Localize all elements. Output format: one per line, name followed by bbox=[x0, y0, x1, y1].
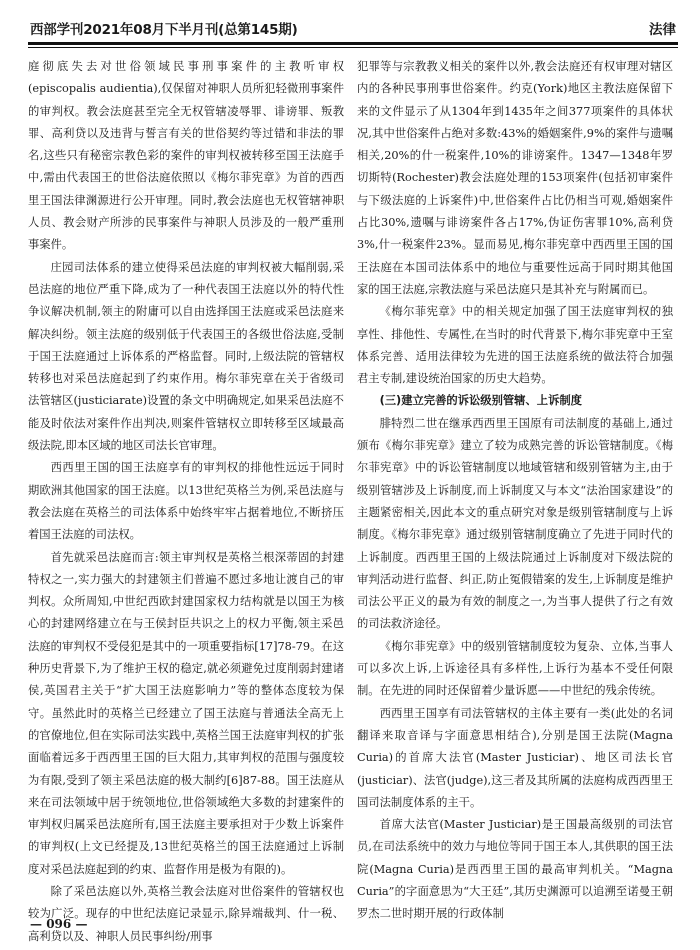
header-rule-thick bbox=[28, 42, 678, 45]
footer-dash-left: — bbox=[30, 917, 42, 931]
paragraph: 首先就采邑法庭而言:领主审判权是英格兰根深蒂固的封建特权之一,实力强大的封建领主们普遍不愿过多地让渡自己的审判权。众所周知,中世纪西欧封建国家权力结构就是以国王为核心的封建网络建立在与王侯封臣共识之上的权力平衡,领主采邑法庭的审判权不受侵犯是其中的一项重要指标[17]78-79。在这种历史背景下,为了维护王权的稳定,就必须避免过度削弱封建诸侯,英国君主关于“扩大国王法庭影响力”等的整体态度较为保守。虽然此时的英格兰已经建立了国王法庭与普通法全高无上的官僚地位,但在实际司法实践中,英格兰国王法庭审判权的扩张面临着远多于西西里王国的巨大阻力,其审判权的范围与强度较为有限,受到了领主采邑法庭的极大制约[6]87-88。国王法庭从来在司法领域中居于统领地位,世俗领域绝大多数的封建案件的审判权归属采邑法庭所有,国王法庭主要承担对于少数上诉案件的审判权(上文已经提及,13世纪英格兰的国王法庭通过上诉制度对采邑法庭起到的约束、监督作用是极为有限的)。 bbox=[28, 550, 344, 876]
paragraph: 《梅尔菲宪章》中的级别管辖制度较为复杂、立体,当事人可以多次上诉,上诉途径具有多样性,上诉行为基本不受任何限制。在先进的同时还保留着少量诉愿——中世纪的残余传统。 bbox=[357, 639, 673, 698]
footer-dash-right: — bbox=[75, 917, 88, 931]
header-rule-thin bbox=[28, 47, 678, 48]
paragraph: 庄园司法体系的建立使得采邑法庭的审判权被大幅削弱,采邑法庭的地位严重下降,成为了一种代表国王法庭以外的特代性争议解决机制,领主的附庸可以自由选择国王法庭或采邑法庭来解决纠纷。领主法庭的级别低于代表国王的各级世俗法庭,受制于国王法庭通过上诉体系的严格监督。同时,上级法院的管辖权转移也对采邑法庭起到了约束作用。梅尔菲宪章在关于省级司法管辖区(justiciarate)设置的条文中明确规定,如果采邑法庭不能及时依法对案件作出判决,则案件管辖权立即转移至区域最高级法院,即本区域的地区司法长官审理。 bbox=[28, 260, 344, 453]
section-heading: (三)建立完善的诉讼级别管辖、上诉制度 bbox=[379, 394, 582, 408]
paragraph: 西西里王国的国王法庭享有的审判权的排他性远远于同时期欧洲其他国家的国王法庭。以13世纪英格兰为例,采邑法庭与教会法庭在英格兰的司法体系中始终牢牢占据着地位,不断挤压着国王法庭的司法权。 bbox=[28, 461, 344, 542]
right-column bbox=[357, 56, 673, 921]
paragraph: 庭彻底失去对世俗领域民事刑事案件的主教听审权(episcopalis audientia),仅保留对神职人员所犯轻微刑事案件的审判权。教会法庭甚至完全无权管辖凌辱罪、诽谤罪、叛教罪、高利贷以及违背与誓言有关的世俗契约等过错和非法的罪名,这些只有秘密宗教色彩的案件的审判权被转移至国王法庭手中,需由代表国王的世俗法庭依照以《梅尔菲宪章》为首的西西里王国法律渊源进行公开审理。同时,教会法庭也无权管辖神职人员、教会财产所涉的民事案件与神职人员涉及的一般严重刑事案件。 bbox=[28, 60, 344, 252]
page-footer bbox=[30, 917, 87, 931]
journal-issue-title: 西部学刊2021年08月下半月刊(总第145期) bbox=[30, 22, 298, 38]
running-header bbox=[28, 14, 678, 40]
paragraph: 腓特烈二世在继承西西里王国原有司法制度的基础上,通过颁布《梅尔菲宪章》建立了较为成熟完善的诉讼管辖制度。《梅尔菲宪章》中的诉讼管辖制度以地域管辖和级别管辖为主,由于级别管辖涉及上诉制度,而上诉制度又与本文“法治国家建设”的主题紧密相关,因此本文的重点研究对象是级别管辖制度与上诉制度。《梅尔菲宪章》通过级别管辖制度确立了先进于同时代的上诉制度。西西里王国的上级法院通过上诉制度对下级法院的审判活动进行监督、纠正,防止冤假错案的发生,上诉制度是维护司法公平正义的最为有效的制度之一,为当事人提供了行之有效的司法救济途径。 bbox=[357, 416, 673, 631]
paragraph: 犯罪等与宗教教义相关的案件以外,教会法庭还有权审理对辖区内的各种民事刑事世俗案件。约克(York)地区主教法庭保留下来的文件显示了从1304年到1435年之间377项案件的具体状况,其中世俗案件占绝对多数:43%的婚姻案件,9%的案件与遗嘱相关,20%的什一税案件,10%的诽谤案件。1347—1348年罗切斯特(Rochester)教会法庭处理的153项案件(包括初审案件与下级法庭的上诉案件)中,世俗案件占比仍相当可观,婚姻案件占比30%,遗嘱与诽谤案件各占17%,伪证伤害罪10%,高利贷3%,什一税案件23%。显而易见,梅尔菲宪章中西西里王国的国王法庭在本国司法体系中的地位与重要性远高于同时期其他国家的国王法庭,宗教法庭与采邑法庭只是其补充与附属而已。 bbox=[357, 60, 673, 296]
paragraph: 除了采邑法庭以外,英格兰教会法庭对世俗案件的管辖权也较为广泛。现存的中世纪法庭记录显示,除异端裁判、什一税、高利贷以及、神职人员民事纠纷/刑事 bbox=[28, 884, 344, 943]
page-number: 096 bbox=[46, 917, 72, 931]
paragraph: 首席大法官(Master Justiciar)是王国最高级别的司法官员,在司法系统中的效力与地位等同于国王本人,其供职的国王法院(Magna Curia)是西西里王国的最高审判机关。“Magna Curia”的字面意思为“大王廷”,其历史渊源可以追溯至诺曼王朝罗杰二世时期开展的行政体制 bbox=[357, 818, 673, 921]
paragraph: 《梅尔菲宪章》中的相关规定加强了国王法庭审判权的独享性、排他性、专属性,在当时的时代背景下,梅尔菲宪章中王室体系完善、适用法律较为先进的国王法庭系统的做法符合加强君主专制,建设统治国家的历史大趋势。 bbox=[357, 305, 673, 386]
section-label: 法律 bbox=[649, 22, 676, 38]
paragraph: 西西里王国享有司法管辖权的主体主要有一类(此处的名词翻译来取音译与字面意思相结合),分别是国王法院(Magna Curia)的首席大法官(Master Justiciar)、地区司法长官(justiciar)、法官(judge),这三者及其所属的法庭构成西西里王国司法制度体系的主干。 bbox=[357, 706, 673, 809]
